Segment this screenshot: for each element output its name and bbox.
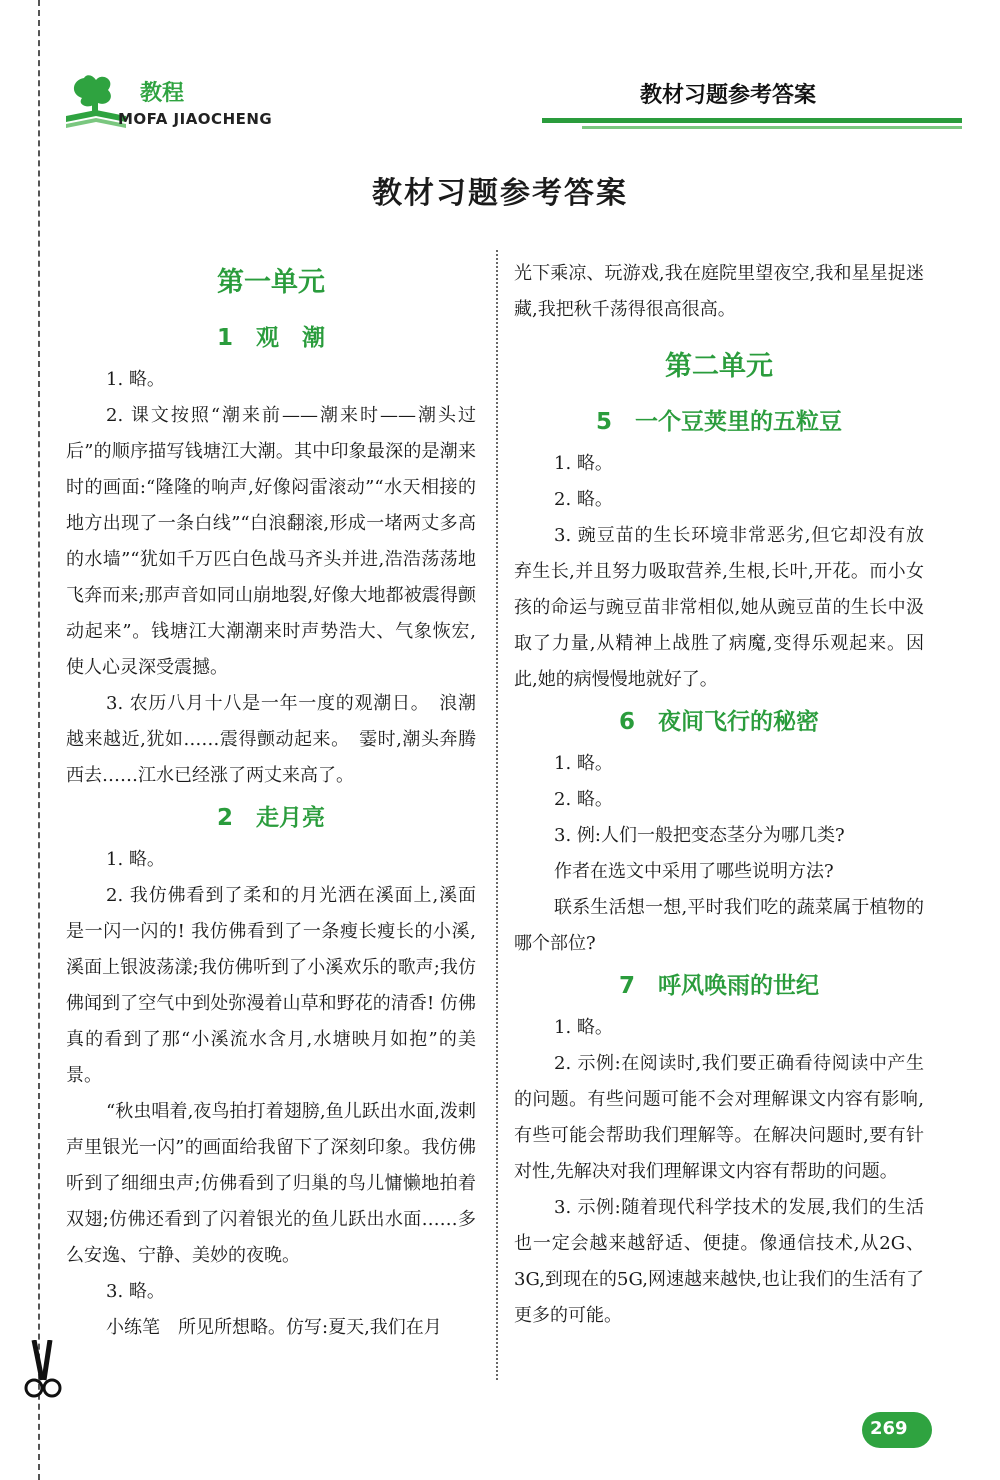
page-number-badge: [862, 1408, 948, 1452]
answer-paragraph: 3. 略。: [106, 1281, 165, 1302]
answer-paragraph: 联系生活想一想,平时我们吃的蔬菜属于植物的哪个部位?: [514, 897, 924, 954]
lesson-heading: 1 观 潮: [216, 325, 325, 351]
lesson-heading: 2 走月亮: [216, 805, 325, 831]
answer-paragraph: 1. 略。: [554, 1017, 613, 1038]
publisher-logo: [62, 72, 292, 132]
page-number: 269: [870, 1418, 908, 1439]
answer-paragraph: 1. 略。: [106, 369, 165, 390]
page-title: 教材习题参考答案: [372, 176, 628, 211]
answer-paragraph: 2. 略。: [554, 789, 613, 810]
answer-paragraph: 2. 略。: [554, 489, 613, 510]
answer-paragraph: 3. 农历八月十八是一年一度的观潮日。 浪潮越来越近,犹如……震得颤动起来。 霎时,潮头奔腾西去……江水已经涨了两丈来高了。: [66, 693, 476, 786]
header-decoration-bar: [542, 118, 962, 132]
column-divider: [496, 250, 498, 1380]
unit-heading: 第二单元: [665, 351, 773, 382]
answer-paragraph: 2. 课文按照“潮来前——潮来时——潮头过后”的顺序描写钱塘江大潮。其中印象最深的是潮来时的画面:“隆隆的响声,好像闷雷滚动”“水天相接的地方出现了一条白线”“白浪翻滚,形成一堵两丈多高的水墙”“犹如千万匹白色战马齐头并进,浩浩荡荡地飞奔而来;那声音如同山崩地裂,好像大地都被震得颤动起来”。钱塘江大潮潮来时声势浩大、气象恢宏,使人心灵深受震撼。: [66, 405, 476, 678]
answer-paragraph: 1. 略。: [106, 849, 165, 870]
answer-paragraph: 3. 豌豆苗的生长环境非常恶劣,但它却没有放弃生长,并且努力吸取营养,生根,长叶,开花。而小女孩的命运与豌豆苗非常相似,她从豌豆苗的生长中汲取了力量,从精神上战胜了病魔,变得乐观起来。因此,她的病慢慢地就好了。: [514, 525, 924, 690]
answer-paragraph: “秋虫唱着,夜鸟拍打着翅膀,鱼儿跃出水面,泼剌声里银光一闪”的画面给我留下了深刻印象。我仿佛听到了细细虫声;仿佛看到了归巢的鸟儿慵懒地拍着双翅;仿佛还看到了闪着银光的鱼儿跃出水面……多么安逸、宁静、美妙的夜晚。: [66, 1101, 476, 1266]
answer-paragraph: 3. 例:人们一般把变态茎分为哪几类?: [554, 825, 845, 846]
right-column: [514, 256, 924, 1334]
unit-heading: 第一单元: [217, 267, 325, 298]
lesson-heading: 5 一个豆荚里的五粒豆: [595, 409, 842, 435]
answer-paragraph: 1. 略。: [554, 753, 613, 774]
answer-paragraph: 3. 示例:随着现代科学技术的发展,我们的生活也一定会越来越舒适、便捷。像通信技术,从2G、3G,到现在的5G,网速越来越快,也让我们的生活有了更多的可能。: [514, 1197, 924, 1326]
running-header-title: 教材习题参考答案: [640, 83, 817, 108]
logo-chinese-text: 教程: [140, 81, 185, 106]
answer-paragraph-continued: 光下乘凉、玩游戏,我在庭院里望夜空,我和星星捉迷藏,我把秋千荡得很高很高。: [514, 263, 924, 320]
answer-paragraph: 2. 示例:在阅读时,我们要正确看待阅读中产生的问题。有些问题可能不会对理解课文内容有影响,有些可能会帮助我们理解等。在解决问题时,要有针对性,先解决对我们理解课文内容有帮助的问题。: [514, 1053, 924, 1182]
cut-line: [38, 0, 40, 1480]
scissors-icon: [22, 1340, 64, 1400]
answer-paragraph: 1. 略。: [554, 453, 613, 474]
answer-paragraph: 2. 我仿佛看到了柔和的月光洒在溪面上,溪面是一闪一闪的! 我仿佛看到了一条瘦长瘦长的小溪,溪面上银波荡漾;我仿佛听到了小溪欢乐的歌声;我仿佛闻到了空气中到处弥漫着山草和野花的清香! 仿佛真的看到了那“小溪流水含月,水塘映月如抱”的美景。: [66, 885, 476, 1086]
logo-english-text: MOFA JIAOCHENG: [118, 110, 273, 128]
answer-paragraph: 作者在选文中采用了哪些说明方法?: [554, 861, 834, 882]
answer-paragraph: 小练笔 所见所想略。仿写:夏天,我们在月: [106, 1317, 442, 1338]
lesson-heading: 6 夜间飞行的秘密: [618, 709, 819, 735]
left-column: [66, 256, 476, 1346]
lesson-heading: 7 呼风唤雨的世纪: [618, 973, 819, 999]
